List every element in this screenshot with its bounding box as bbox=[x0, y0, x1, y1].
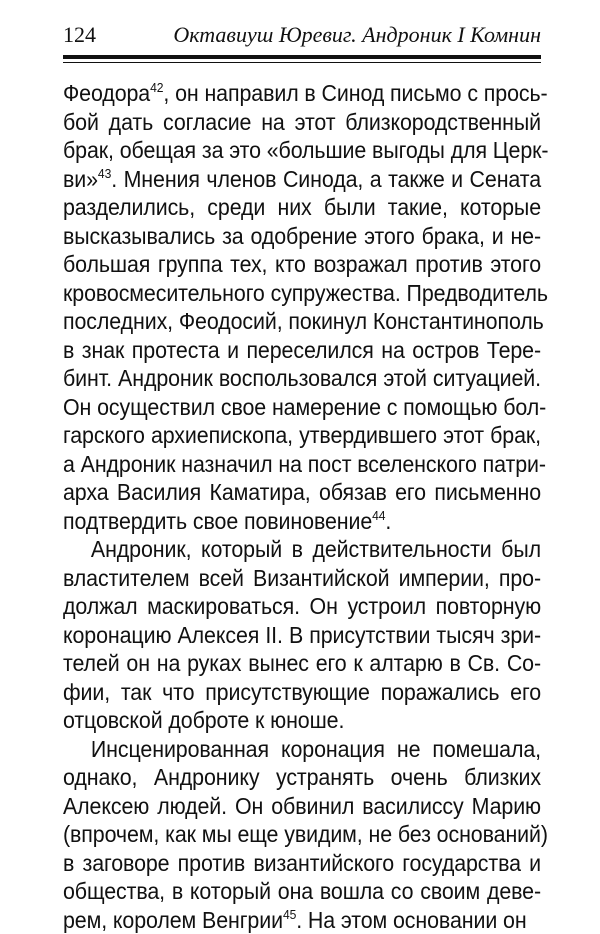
book-page bbox=[63, 22, 541, 934]
text-run: . bbox=[385, 508, 391, 534]
footnote-ref: 45 bbox=[283, 907, 296, 922]
text-run: общества, в который она вошла со своим деве- bbox=[63, 878, 541, 904]
running-title: Октавиуш Юревиг. Андроник I Комнин bbox=[173, 22, 541, 48]
text-run: Инсценированная коронация не помешала, bbox=[91, 736, 541, 762]
text-run: . На этом основании он bbox=[296, 907, 526, 933]
text-line bbox=[63, 877, 541, 906]
text-line bbox=[63, 193, 541, 222]
text-run: Андроник, который в действительности был bbox=[91, 536, 541, 562]
text-line bbox=[63, 364, 541, 393]
text-run: , он направил в Синод письмо с прось- bbox=[163, 80, 547, 106]
footnote-ref: 43 bbox=[98, 166, 111, 181]
text-line bbox=[63, 592, 541, 621]
text-run: кровосмесительного супружества. Предводитель bbox=[63, 280, 548, 306]
text-line bbox=[63, 906, 541, 934]
text-run: рем, королем Венгрии bbox=[63, 907, 283, 933]
text-run: должал маскироваться. Он устроил повторную bbox=[63, 593, 541, 619]
text-line bbox=[63, 564, 541, 593]
page-header bbox=[63, 22, 541, 55]
text-line bbox=[63, 393, 541, 422]
text-line bbox=[63, 820, 541, 849]
text-run: подтвердить свое повиновение bbox=[63, 508, 372, 534]
text-line bbox=[63, 849, 541, 878]
text-run: Феодора bbox=[63, 80, 150, 106]
text-line bbox=[63, 706, 541, 735]
footnote-ref: 44 bbox=[372, 508, 385, 523]
paragraph bbox=[63, 735, 541, 934]
page-number: 124 bbox=[63, 22, 96, 48]
text-run: ви» bbox=[63, 166, 98, 192]
text-line bbox=[63, 421, 541, 450]
text-run: властителем всей Византийской империи, про- bbox=[63, 565, 541, 591]
text-run: коронацию Алексея II. В присутствии тысяч зри- bbox=[63, 622, 541, 648]
text-run: арха Василия Каматира, обязав его письменно bbox=[63, 479, 541, 505]
paragraph bbox=[63, 535, 541, 735]
footnote-ref: 42 bbox=[150, 80, 163, 95]
text-line bbox=[63, 507, 541, 536]
text-run: . Мнения членов Синода, а также и Сената bbox=[111, 166, 541, 192]
text-run: отцовской доброте к юноше. bbox=[63, 707, 344, 733]
text-line bbox=[63, 336, 541, 365]
text-line bbox=[63, 478, 541, 507]
text-run: фии, так что присутствующие поражались его bbox=[63, 679, 541, 705]
text-run: высказывались за одобрение этого брака, и не- bbox=[63, 223, 541, 249]
text-run: гарского архиепископа, утвердившего этот брак, bbox=[63, 422, 541, 448]
text-line bbox=[63, 222, 541, 251]
text-line bbox=[63, 279, 541, 308]
text-run: брак, обещая за это «большие выгоды для Церк- bbox=[63, 137, 548, 163]
text-run: разделились, среди них были такие, которые bbox=[63, 194, 541, 220]
text-run: однако, Андронику устранять очень близких bbox=[63, 764, 541, 790]
text-run: последних, Феодосий, покинул Константинополь bbox=[63, 308, 544, 334]
text-line bbox=[63, 735, 541, 764]
text-run: в заговоре против византийского государства и bbox=[63, 850, 541, 876]
text-run: Он осуществил свое намерение с помощью бол- bbox=[63, 394, 546, 420]
text-line bbox=[63, 165, 541, 194]
text-run: а Андроник назначил на пост вселенского патри- bbox=[63, 451, 546, 477]
header-rule-thin bbox=[63, 62, 541, 63]
text-run: телей он на руках вынес его к алтарю в Св. Со- bbox=[63, 650, 541, 676]
text-line bbox=[63, 250, 541, 279]
body-text bbox=[63, 79, 541, 934]
text-line bbox=[63, 678, 541, 707]
text-run: бой дать согласие на этот близкородственный bbox=[63, 109, 541, 135]
text-line bbox=[63, 792, 541, 821]
text-run: (впрочем, как мы еще увидим, не без оснований) bbox=[63, 821, 548, 847]
text-line bbox=[63, 535, 541, 564]
text-line bbox=[63, 79, 541, 108]
text-line bbox=[63, 649, 541, 678]
text-line bbox=[63, 763, 541, 792]
text-line bbox=[63, 307, 541, 336]
text-run: бинт. Андроник воспользовался этой ситуацией. bbox=[63, 365, 541, 391]
paragraph bbox=[63, 79, 541, 535]
text-line bbox=[63, 621, 541, 650]
text-line bbox=[63, 108, 541, 137]
text-run: Алексею людей. Он обвинил василиссу Марию bbox=[63, 793, 541, 819]
text-line bbox=[63, 136, 541, 165]
text-line bbox=[63, 450, 541, 479]
text-run: в знак протеста и переселился на остров Тере- bbox=[63, 337, 541, 363]
text-run: большая группа тех, кто возражал против этого bbox=[63, 251, 541, 277]
